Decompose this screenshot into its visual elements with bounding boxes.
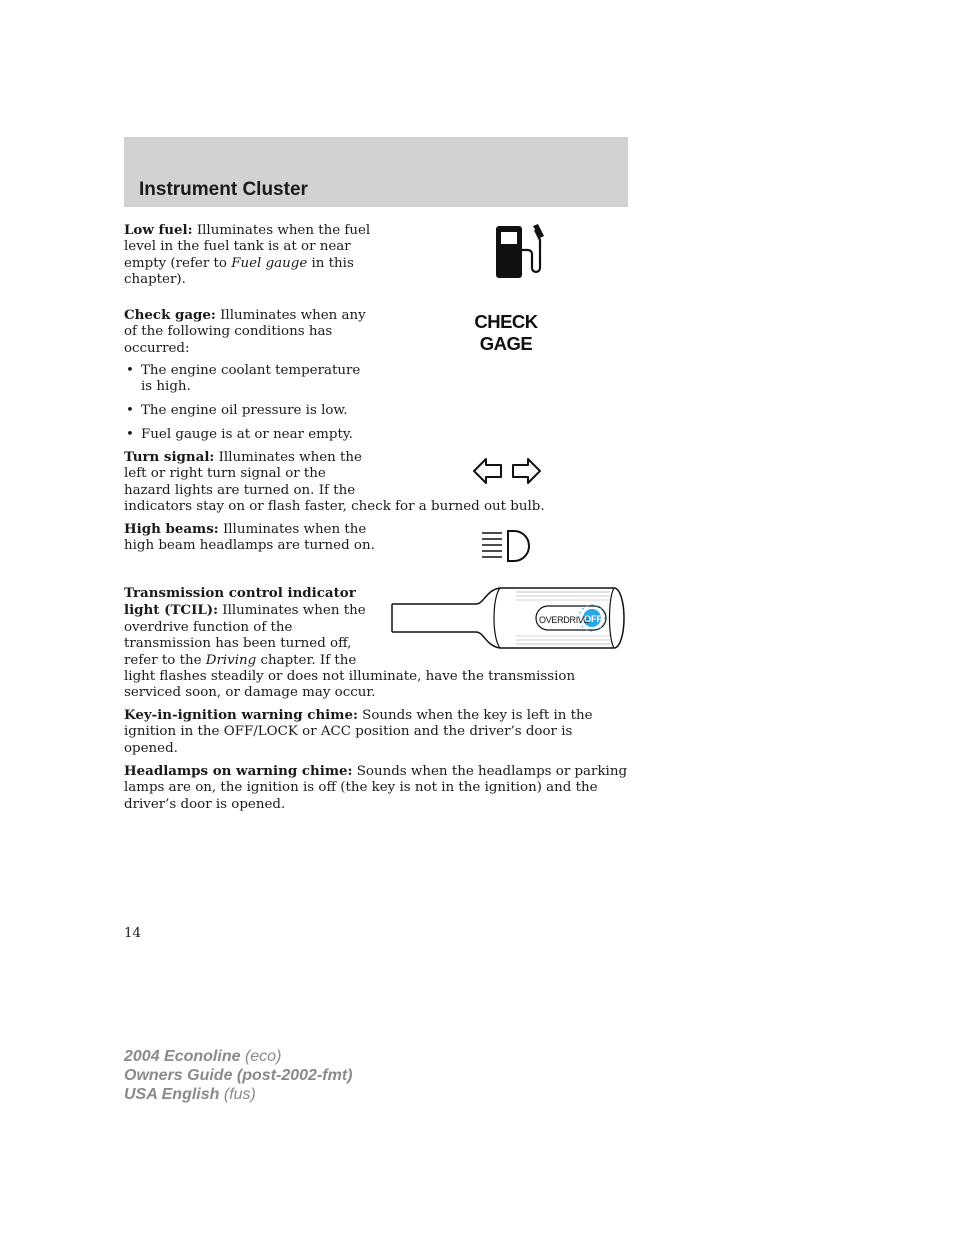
high-beams-paragraph bbox=[124, 521, 380, 555]
turn-signal-line2: left or right turn signal or the bbox=[124, 466, 326, 482]
tcil-line4: transmission has been turned off, bbox=[124, 636, 352, 652]
document-footer bbox=[124, 1047, 352, 1104]
tcil-line5-a: refer to the bbox=[124, 652, 206, 668]
section-header bbox=[124, 137, 628, 207]
turn-signal-label: Turn signal: bbox=[124, 449, 215, 465]
tcil-line3: overdrive function of the bbox=[124, 619, 293, 635]
list-item bbox=[124, 403, 374, 419]
turn-signal-line3: hazard lights are turned on. If the bbox=[124, 482, 356, 498]
overdrive-off-label: OFF bbox=[584, 614, 602, 624]
tcil-line7: serviced soon, or damage may occur. bbox=[124, 685, 376, 701]
tcil-line6: light flashes steadily or does not illuminate, have the transmission bbox=[124, 669, 576, 685]
headlamp-chime-text: Sounds when the headlamps or parking lamps are on, the ignition is off (the key is not in the ignition) and the driver’s door is opened. bbox=[124, 764, 628, 812]
check-gage-icon bbox=[470, 311, 542, 355]
low-fuel-text-a: Illuminates when the fuel level in the fuel tank is at or near empty (refer to bbox=[124, 223, 371, 271]
fuel-gauge-reference: Fuel gauge bbox=[231, 255, 308, 271]
check-gage-text: Illuminates when any of the following conditions has occurred: bbox=[124, 308, 366, 356]
overdrive-label: OVERDRIVE bbox=[539, 615, 590, 625]
section-title: Instrument Cluster bbox=[139, 179, 308, 200]
turn-signal-line4: indicators stay on or flash faster, check for a burned out bulb. bbox=[124, 499, 545, 515]
bullet-dot-icon: • bbox=[126, 403, 134, 418]
tcil-label-line2: light (TCIL): bbox=[124, 602, 219, 619]
high-beam-headlamp-icon bbox=[480, 528, 536, 566]
tcil-line2-text: Illuminates when the bbox=[218, 603, 366, 619]
key-chime-paragraph bbox=[124, 707, 628, 757]
fuel-pump-icon bbox=[494, 222, 550, 282]
footer-guide: Owners Guide (post-2002-fmt) bbox=[124, 1067, 353, 1084]
footer-model-code: (eco) bbox=[240, 1048, 282, 1065]
high-beams-text: Illuminates when the high beam headlamps are turned on. bbox=[124, 522, 375, 554]
bullet-dot-icon: • bbox=[126, 427, 134, 442]
list-item-text: The engine oil pressure is low. bbox=[141, 403, 348, 418]
high-beams-label: High beams: bbox=[124, 521, 219, 537]
page-number: 14 bbox=[124, 926, 142, 941]
footer-language: USA English bbox=[124, 1086, 220, 1103]
headlamp-chime-paragraph bbox=[124, 763, 630, 813]
low-fuel-label: Low fuel: bbox=[124, 222, 193, 238]
check-gage-label: Check gage: bbox=[124, 307, 216, 323]
check-gage-icon-line2: GAGE bbox=[479, 333, 533, 354]
footer-model: 2004 Econoline bbox=[124, 1048, 241, 1065]
bullet-dot-icon: • bbox=[126, 363, 134, 378]
list-item bbox=[124, 363, 374, 396]
overdrive-off-button bbox=[539, 615, 589, 625]
list-item-text: The engine coolant temperature is high. bbox=[141, 363, 361, 395]
turn-signal-arrows-icon bbox=[472, 456, 542, 486]
driving-reference: Driving bbox=[205, 652, 257, 668]
footer-language-code: (fus) bbox=[219, 1086, 256, 1103]
list-item-text: Fuel gauge is at or near empty. bbox=[141, 427, 353, 442]
low-fuel-text-b: in this chapter). bbox=[124, 255, 354, 288]
headlamp-chime-label: Headlamps on warning chime: bbox=[124, 763, 353, 779]
low-fuel-paragraph bbox=[124, 222, 380, 289]
tcil-label-line1: Transmission control indicator bbox=[124, 585, 356, 601]
tcil-line5-b: chapter. If the bbox=[256, 652, 357, 668]
key-chime-label: Key-in-ignition warning chime: bbox=[124, 707, 358, 723]
overdrive-off-indicator bbox=[584, 614, 600, 624]
check-gage-paragraph bbox=[124, 307, 374, 357]
key-chime-text: Sounds when the key is left in the ignition in the OFF/LOCK or ACC position and the driver’s door is opened. bbox=[124, 708, 593, 756]
check-gage-icon-line1: CHECK bbox=[474, 311, 538, 332]
turn-signal-line1: Illuminates when the bbox=[214, 450, 362, 465]
list-item bbox=[124, 427, 374, 443]
